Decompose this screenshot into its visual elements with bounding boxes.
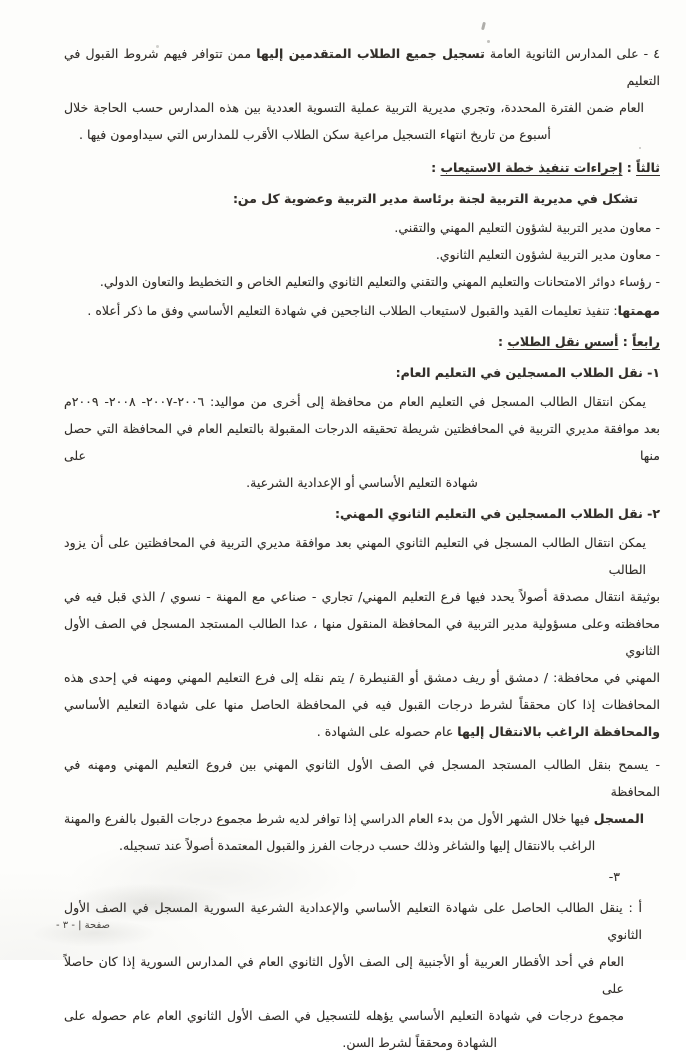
text-segment: يمكن انتقال الطالب المسجل في التعليم العام من محافظة إلى أخرى من مواليد: ٢٠٠٦-٢٠٠٧- ٢٠٠٨- ٢٠٠٩م [64,394,647,409]
text-line [64,664,660,691]
text-line [64,718,660,745]
text-line [64,154,660,181]
paragraph-vocational-transfer [64,529,660,745]
text-segment: ممن تتوافر فيهم شروط القبول في التعليم [64,46,660,88]
text-segment: أسبوع من تاريخ انتهاء التسجيل مراعية سكن الطلاب الأقرب للمدارس التي سيداومون فيها . [79,127,551,142]
text-segment: : تنفيذ تعليمات القيد والقبول لاستيعاب الطلاب الناجحين في شهادة التعليم الأساسي وفق ما ذكر أعلاه . [87,303,618,318]
text-line [64,863,660,890]
text-segment: شهادة التعليم الأساسي أو الإعدادية الشرعية. [246,475,478,490]
text-line [64,328,660,355]
text-segment: المحافظات إذا كان محققاً لشرط درجات القبول فيه في المحافظة الحاصل منها على شهادة التعليم الأساسي [64,697,660,712]
text-line [64,40,660,94]
committee-mission [64,297,660,324]
bold-text: : [622,160,637,175]
text-segment: يمكن انتقال الطالب المسجل في التعليم الثانوي المهني بعد موافقة مديري التربية في المحافظتين على أن يزود الطالب [64,535,646,577]
text-line [64,610,660,664]
text-line [64,359,660,386]
bold-text: : [431,160,441,175]
text-segment: بوثيقة انتقال مصدقة أصولاً يحدد فيها فرع التعليم المهني/ تجاري - صناعي مع المهنة - نسوي / الذي قبل فيه في [64,589,660,604]
bold-text: تشكل في مديرية التربية لجنة برئاسة مدير التربية وعضوية كل من: [232,191,638,206]
text-segment: محافظته وعلى مسؤولية مدير التربية في المحافظة المنقول منها ، عدا الطالب المستجد المسجل في الصف الأول الثانوي [64,616,660,658]
text-line [64,751,660,805]
text-line [64,185,660,212]
scan-speck [487,40,490,43]
text-segment: العام ضمن الفترة المحددة، وتجري مديرية التربية عملية التسوية العددية بين هذه المدارس حسب الحاجة خلال [64,100,644,115]
bold-text: المسجل [593,811,644,826]
scan-speck [639,147,641,149]
bold-text: : [497,334,508,349]
text-segment: - معاون مدير التربية لشؤون التعليم المهني والتقني. [394,220,660,235]
text-line [64,583,660,610]
page-number-footer: صفحة | - ٣ - [56,920,111,931]
text-line [64,94,660,121]
text-line [64,832,660,859]
text-segment: ٣- [608,869,620,884]
text-segment: بعد موافقة مديري التربية في المحافظتين شريطة تحقيقه الدرجات المقبولة بالتعليم العام في المحافظة التي حصل منها على [64,421,660,463]
text-segment: - يسمح بنقل الطالب المستجد المسجل في الصف الأول الثانوي المهني بين فروع التعليم المهني ومهنه في المحافظة [64,757,660,799]
text-segment: فيها خلال الشهر الأول من بدء العام الدراسي إذا توافر لديه شرط مجموع درجات القبول بالفرع والمهنة [64,811,594,826]
item-4-paragraph [64,40,660,148]
paragraph-general-transfer [64,388,660,496]
bold-text: : [618,334,633,349]
scan-speck [156,45,159,48]
bold-text: والمحافظة الراغب بالانتقال إليها [457,724,660,739]
text-line [64,241,660,268]
text-line [64,1002,660,1029]
text-segment: العام في أحد الأقطار العربية أو الأجنبية إلى الصف الأول الثانوي العام في المدارس السورية إذا كان حاصلاً على [64,954,624,996]
text-line [64,500,660,527]
committee-members-list [64,214,660,295]
heading-fourth [64,328,660,355]
text-line [64,894,660,948]
text-line [64,388,660,415]
bullet-new-student-transfer [64,751,660,859]
text-line [64,691,660,718]
text-segment: - رؤساء دوائر الامتحانات والتعليم المهني والتقني والتعليم الثانوي والتعليم الخاص و التخطيط والتعاون الدولي. [99,274,660,289]
text-line [64,297,660,324]
text-line [64,214,660,241]
text-segment: الشهادة ومحققاً لشرط السن. [342,1035,497,1050]
text-segment: المهني في محافظة: / دمشق أو ريف دمشق أو القنيطرة / يتم نقله إلى فرع التعليم المهني ومهنه في إحدى هذه [64,670,660,685]
scan-speck [481,22,486,30]
text-segment: أ : ينقل الطالب الحاصل على شهادة التعليم الأساسي والإعدادية الشرعية السورية المسجل في الصف الأول الثانوي [64,900,642,942]
bold-text: ١- نقل الطلاب المسجلين في التعليم العام: [395,365,660,380]
bold-text: تسجيل جميع الطلاب المتقدمين إليها [256,46,485,61]
text-segment: الراغب بالانتقال إليها والشاغر وذلك حسب درجات الفرز والقبول المعتمدة أصولاً عند تسجيله. [119,838,596,853]
subheading-2-vocational-education [64,500,660,527]
text-segment: عام حصوله على الشهادة . [316,724,458,739]
committee-intro [64,185,660,212]
text-line [64,268,660,295]
bold-text: ٢- نقل الطلاب المسجلين في التعليم الثانوي المهني: [335,506,660,521]
text-line [64,1029,660,1056]
text-line [64,529,660,583]
bold-text: مهمتها [617,303,660,318]
item-3-marker [64,863,660,890]
underlined-text: إجراءات تنفيذ خطة الاستيعاب [440,160,623,175]
text-segment: مجموع درجات في شهادة التعليم الأساسي يؤهله للتسجيل في الصف الأول الثانوي العام عام حصوله على [64,1008,624,1023]
text-line [64,948,660,1002]
underlined-text: رابعاً [632,334,660,349]
heading-third [64,154,660,181]
text-line [64,469,660,496]
underlined-text: ثالثاً [636,160,660,175]
document-body [64,40,660,1056]
underlined-text: أسس نقل الطلاب [507,334,619,349]
text-segment: - معاون مدير التربية لشؤون التعليم الثانوي. [435,247,660,262]
text-segment: ٤ - على المدارس الثانوية العامة [484,46,661,61]
text-line [64,805,660,832]
paragraph-a-abroad-transfer [64,894,660,1056]
text-line [64,121,660,148]
text-line [64,415,660,469]
subheading-1-general-education [64,359,660,386]
